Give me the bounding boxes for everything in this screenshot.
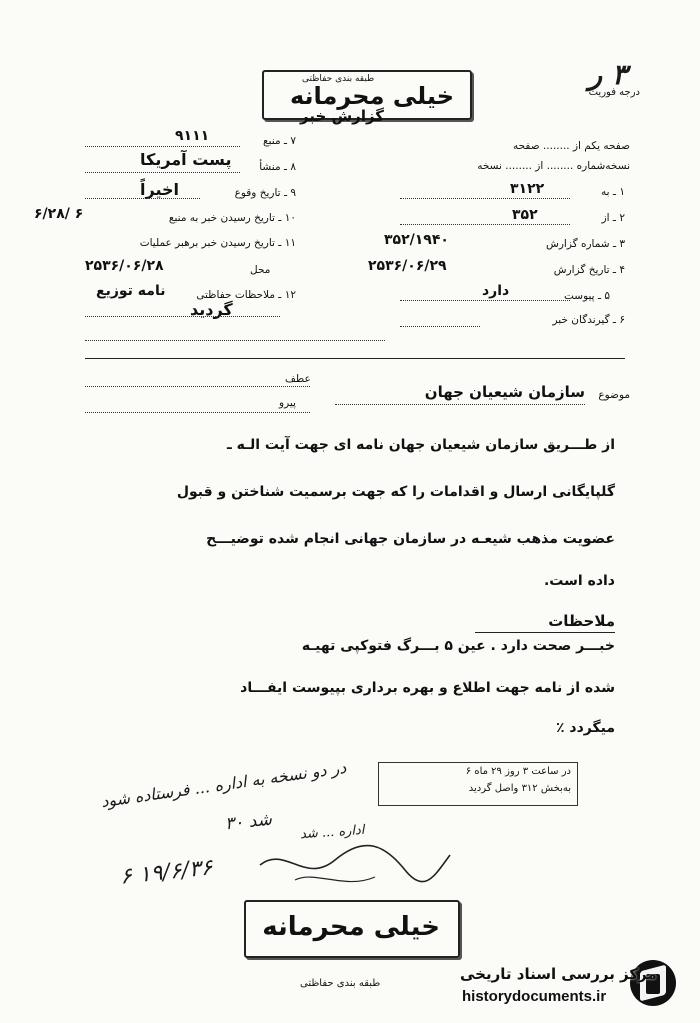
- body-line-1: از طـــریق سازمان شیعیان جهان نامه ای جهت آیت الـه ـ: [227, 437, 615, 453]
- field-6-line: [400, 326, 480, 327]
- field-10-value: ۶/۲۸/ ۶: [34, 206, 84, 222]
- field-7-value: ۹۱۱۱: [175, 128, 210, 144]
- field-1-label: ۱ ـ به: [601, 186, 625, 198]
- follow-up-line: [85, 412, 310, 413]
- watermark-org: مرکز بررسی اسناد تاریخی: [460, 965, 657, 983]
- reference-label: عطف: [285, 373, 311, 385]
- handwritten-note-4: ۱۹/۶/۳۶ ۶: [118, 855, 214, 890]
- classification-main: خیلی محرمانه: [289, 82, 454, 110]
- body-line-2: گلپایگانی ارسال و اقدامات را که جهت برسمیت شناختن و قبول: [176, 484, 615, 500]
- subject-line: [335, 404, 585, 405]
- report-title: گزارش خبر: [300, 107, 385, 125]
- field-3-label: ۳ ـ شماره گزارش: [546, 238, 625, 250]
- reference-line: [85, 386, 310, 387]
- field-9-label: ۹ ـ تاریخ وقوع: [234, 187, 296, 199]
- handwritten-note-2: شد ۳۰: [224, 809, 273, 835]
- bottom-stamp-caption: طبقه بندی حفاظتی: [300, 978, 381, 989]
- field-12-line-2: [85, 340, 385, 341]
- field-2-value: ۳۵۲: [512, 207, 538, 223]
- urgency-block: [589, 58, 640, 98]
- field-9-value: اخیراً: [140, 180, 179, 199]
- field-6-label: ۶ ـ گیرندگان خبر: [552, 314, 625, 326]
- remarks-label: ملاحظات: [548, 612, 615, 630]
- remarks-line-2: شده از نامه جهت اطلاع و بهره برداری بپیوست ایفـــاد: [240, 680, 615, 696]
- field-7-label: ۷ ـ منبع: [263, 135, 296, 147]
- watermark-site: historydocuments.ir: [462, 988, 607, 1005]
- body-line-3: عضویت مذهب شیعـه در سازمان جهانی انجام شده توضیـــح: [206, 531, 615, 547]
- field-12-value: نامه توزیع: [96, 283, 166, 299]
- field-3-value: ۳۵۲/۱۹۴۰: [384, 232, 449, 248]
- subject-value: سازمان شیعیان جهان: [424, 383, 585, 401]
- follow-up-label: پیرو: [279, 397, 296, 409]
- body-line-4: داده است.: [543, 573, 615, 589]
- field-11-place: محل: [250, 264, 271, 276]
- field-12-value-2: گردید: [190, 300, 233, 319]
- remarks-underline: [475, 632, 615, 633]
- page-count: صفحه یکم از ........ صفحه: [512, 140, 630, 152]
- field-12-line: [85, 316, 280, 317]
- urgency-label: درجه فوریت: [588, 87, 640, 98]
- handwritten-note-3: اداره ... شد: [299, 822, 365, 843]
- field-5-line: [400, 300, 570, 301]
- handwritten-note-1: در دو نسخه به اداره ... فرستاده شود: [99, 757, 348, 812]
- field-11-label: ۱۱ ـ تاریخ رسیدن خبر برهبر عملیات: [139, 237, 296, 249]
- field-12-label: ۱۲ ـ ملاحظات حفاظتی: [196, 289, 296, 301]
- receipt-stamp: [378, 762, 578, 806]
- classification-stamp-bottom: [244, 900, 460, 958]
- field-4-label: ۴ ـ تاریخ گزارش: [553, 264, 625, 276]
- field-5-value: دارد: [482, 283, 510, 299]
- bottom-stamp-main: خیلی محرمانه: [262, 912, 440, 942]
- field-4-value: ۲۵۳۶/۰۶/۲۹: [368, 258, 447, 274]
- remarks-line-3: میگردد ٪: [555, 720, 615, 736]
- field-2-line: [400, 224, 570, 225]
- field-10-label: ۱۰ ـ تاریخ رسیدن خبر به منبع: [168, 212, 296, 224]
- classification-caption: طبقه بندی حفاظتی: [302, 74, 375, 84]
- field-8-value: پست آمریکا: [140, 150, 232, 169]
- receipt-line-2: به‌بخش ۳۱۲ واصل گردید: [468, 783, 571, 794]
- field-7-line: [85, 146, 240, 147]
- field-1-value: ۳۱۲۲: [510, 181, 545, 197]
- remarks-line-1: خبـــر صحت دارد . عین ۵ بـــرگ فتوکپی تهیـه: [301, 638, 615, 654]
- field-9-line: [85, 198, 200, 199]
- header-divider: [85, 358, 625, 359]
- field-8-line: [85, 172, 240, 173]
- field-1-line: [400, 198, 570, 199]
- copy-number: نسخه‌شماره ........ از ........ نسخه: [477, 160, 630, 172]
- signature-mark: [255, 835, 455, 895]
- urgency-value: ۳ ر: [588, 58, 627, 91]
- field-11-value: ۲۵۳۶/۰۶/۲۸: [85, 258, 164, 274]
- field-5-label: ۵ ـ پیوست: [563, 290, 610, 302]
- receipt-line-1: در ساعت ۳ روز ۲۹ ماه ۶: [465, 766, 571, 777]
- field-2-label: ۲ ـ از: [601, 212, 625, 224]
- subject-label: موضوع: [598, 389, 630, 401]
- field-8-label: ۸ ـ منشأ: [259, 161, 296, 173]
